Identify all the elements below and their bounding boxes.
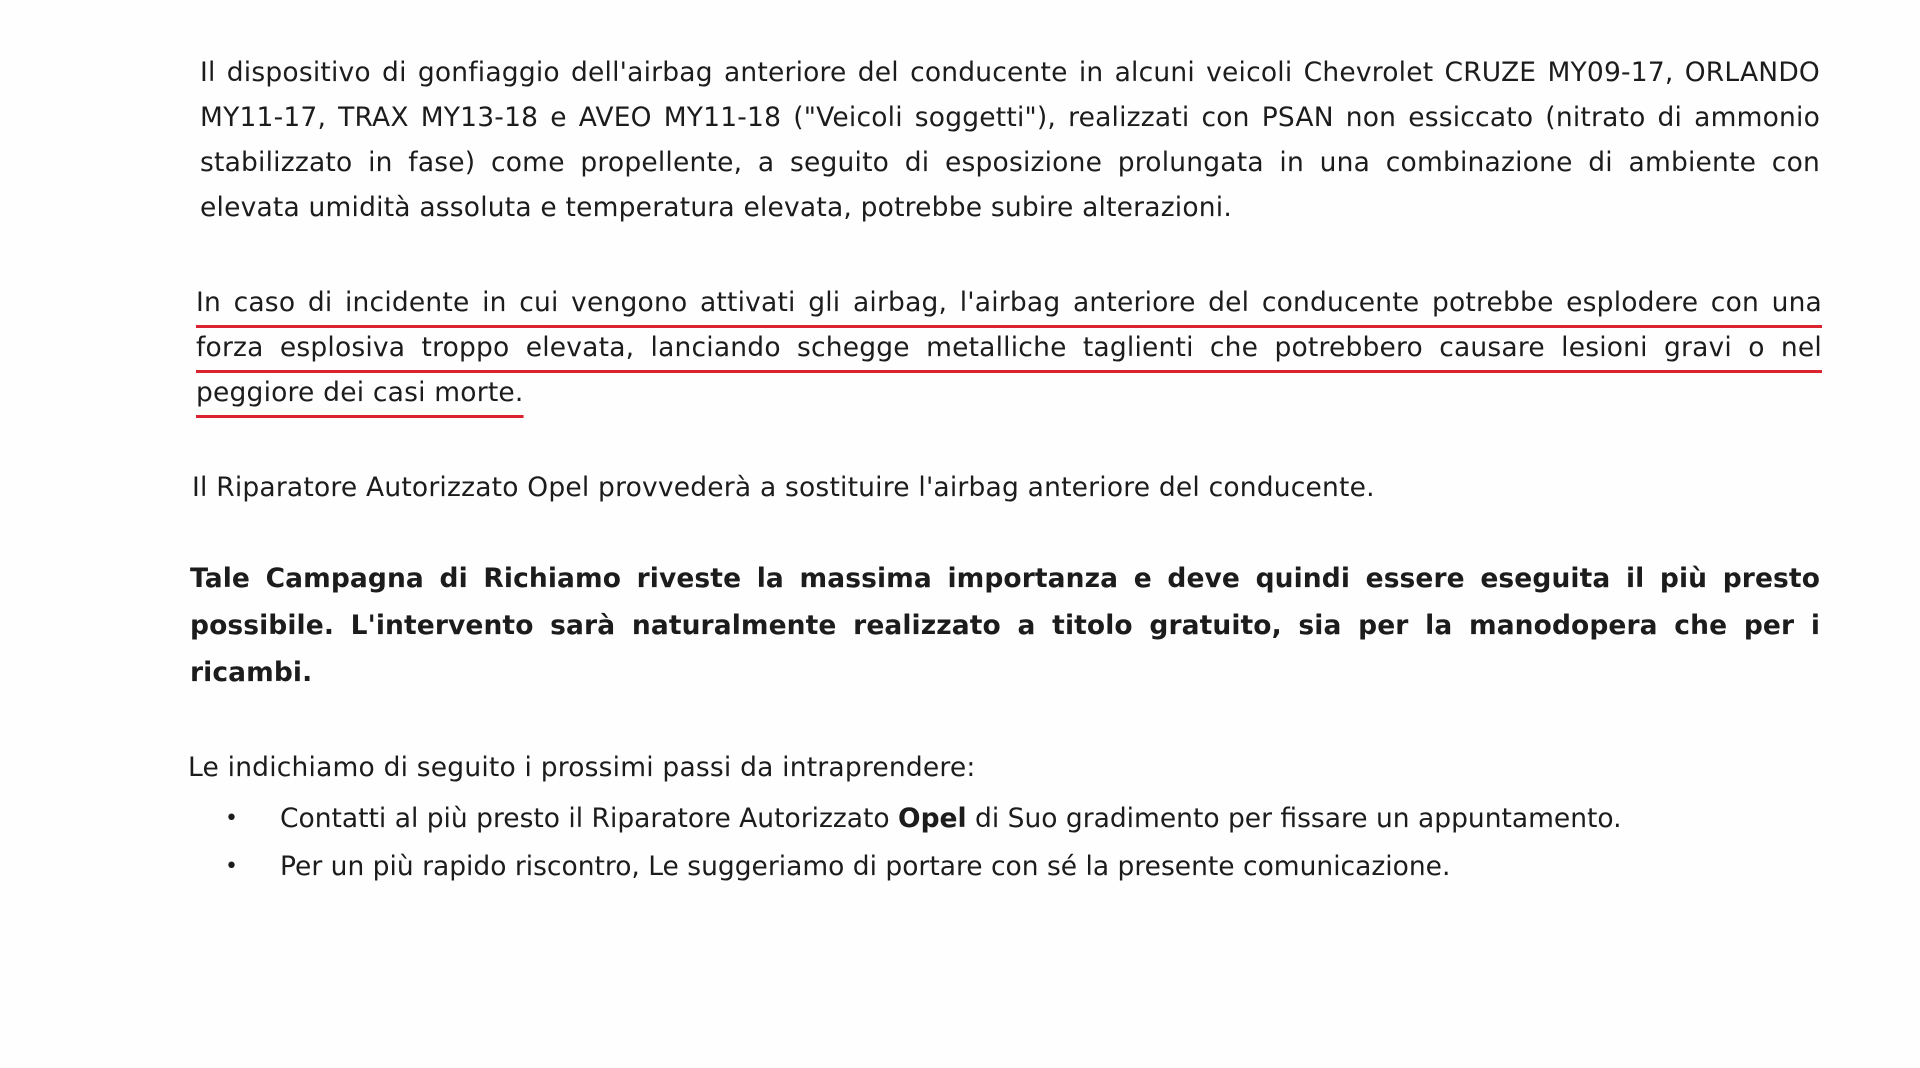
bullet-icon: • (225, 806, 238, 831)
paragraph-repair-action: Il Riparatore Autorizzato Opel provvederà a sostituire l'airbag anteriore del conducente. (192, 472, 1375, 503)
paragraph-recall-importance: Tale Campagna di Richiamo riveste la massima importanza e deve quindi essere eseguita il più presto possibile. L'intervento sarà naturalmente realizzato a titolo gratuito, sia per la manodopera che per i ricambi. (190, 563, 1820, 688)
paragraph-affected-vehicles: Il dispositivo di gonfiaggio dell'airbag anteriore del conducente in alcuni veicoli Chevrolet CRUZE MY09-17, ORLANDO MY11-17, TRAX MY13-18 e AVEO MY11-18 ("Veicoli soggetti"), realizzati con PSAN non essiccato (nitrato di ammonio stabilizzato in fase) come propellente, a seguito di esposizione prolungata in una combinazione di ambiente con elevata umidità assoluta e temperatura elevata, potrebbe subire alterazioni. (200, 57, 1820, 223)
bullet-icon: • (225, 854, 238, 879)
list-item-text-start: Contatti al più presto il Riparatore Autorizzato (280, 803, 899, 834)
underlined-warning-text: In caso di incidente in cui vengono attivati gli airbag, l'airbag anteriore del conducente potrebbe esplodere con una forza esplosiva troppo elevata, lanciando schegge metalliche taglienti che potrebbero causare lesioni gravi o nel peggiore dei casi morte. (196, 287, 1822, 408)
list-item (190, 843, 1690, 891)
paragraph-risk-warning (196, 280, 1822, 415)
next-steps-list (190, 795, 1690, 891)
brand-name-opel: Opel (898, 803, 967, 834)
list-item (190, 795, 1690, 843)
list-item-text: Per un più rapido riscontro, Le suggeriamo di portare con sé la presente comunicazione. (280, 851, 1451, 882)
paragraph-next-steps-intro: Le indichiamo di seguito i prossimi passi da intraprendere: (188, 752, 976, 783)
list-item-text-end: di Suo gradimento per fissare un appuntamento. (966, 803, 1622, 834)
